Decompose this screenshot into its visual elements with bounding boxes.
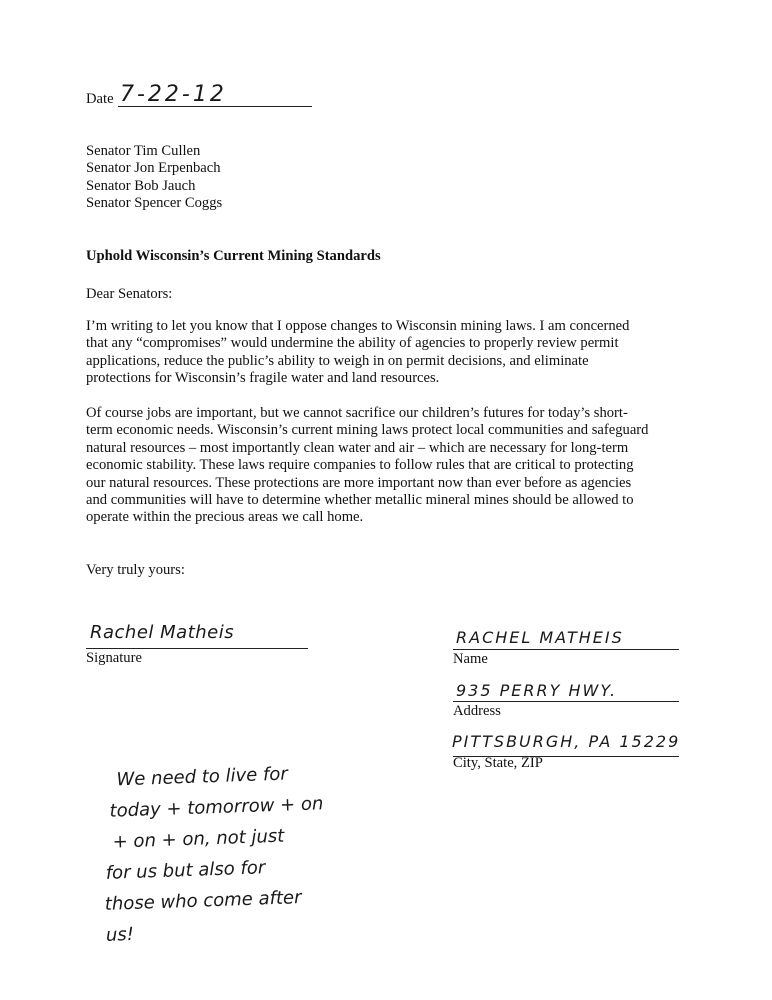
address-underline <box>453 701 679 702</box>
name-label: Name <box>453 651 488 667</box>
signature-value: Rachel Matheis <box>90 622 235 643</box>
paragraph-line: our natural resources. These protections are more important now than ever before as agencies <box>86 474 632 491</box>
name-value: RACHEL MATHEIS <box>456 628 624 647</box>
note-line: those who come after <box>104 887 302 915</box>
paragraph-line: economic stability. These laws require companies to follow rules that are critical to protecting <box>86 457 634 474</box>
letter-subject: Uphold Wisconsin’s Current Mining Standards <box>86 248 381 264</box>
paragraph-line: that any “compromises” would undermine the ability of agencies to properly review permit <box>86 335 619 352</box>
handwritten-note <box>100 757 328 951</box>
paragraph-line: Of course jobs are important, but we cannot sacrifice our children’s futures for today’s short- <box>86 405 628 421</box>
recipient: Senator Bob Jauch <box>86 177 196 194</box>
note-line: today + tomorrow + on <box>109 793 324 822</box>
note-line: We need to live for <box>116 763 289 791</box>
paragraph-line: and communities will have to determine whether metallic mineral mines should be allowed to <box>86 492 634 509</box>
signature-underline <box>86 648 308 649</box>
recipient-list <box>86 143 222 213</box>
paragraph-line: operate within the precious areas we call home. <box>86 509 364 526</box>
paragraph-line: term economic needs. Wisconsin’s current mining laws protect local communities and safeguard <box>86 422 649 439</box>
date-value: 7-22-12 <box>120 82 227 107</box>
paragraph-line: protections for Wisconsin’s fragile water and land resources. <box>86 370 440 387</box>
recipient: Senator Jon Erpenbach <box>86 160 221 177</box>
salutation: Dear Senators: <box>86 286 173 302</box>
note-line: for us but also for <box>105 857 266 884</box>
note-line: + on + on, not just <box>112 825 285 853</box>
paragraph-line: applications, reduce the public’s ability to weigh in on permit decisions, and eliminate <box>86 352 589 369</box>
address-label: Address <box>453 703 501 719</box>
date-label: Date <box>86 91 114 107</box>
body-paragraph-1 <box>86 318 696 388</box>
name-underline <box>453 649 679 650</box>
recipient: Senator Spencer Coggs <box>86 195 223 212</box>
body-paragraph-2 <box>86 405 696 527</box>
closing: Very truly yours: <box>86 562 185 578</box>
address-value: 935 PERRY HWY. <box>456 681 618 700</box>
recipient: Senator Tim Cullen <box>86 143 201 159</box>
signature-label: Signature <box>86 650 142 666</box>
paragraph-line: natural resources – most importantly clean water and air – which are necessary for long-term <box>86 439 629 456</box>
paragraph-line: I’m writing to let you know that I oppose changes to Wisconsin mining laws. I am concerned <box>86 318 630 334</box>
city-value: PITTSBURGH, PA 15229 <box>452 732 681 751</box>
note-line: us! <box>105 923 135 946</box>
city-label: City, State, ZIP <box>453 755 543 771</box>
